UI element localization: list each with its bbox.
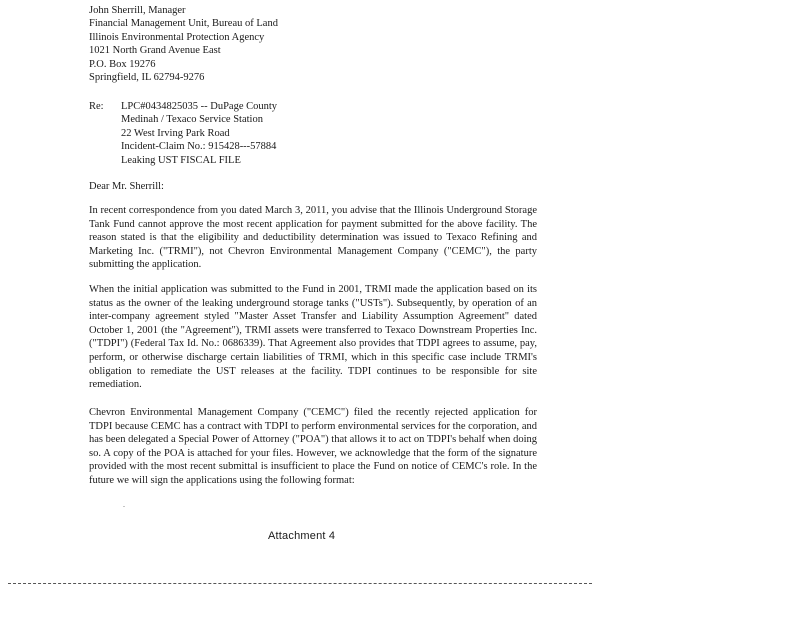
address-line: Springfield, IL 62794-9276: [89, 72, 205, 84]
re-label: Re:: [89, 101, 104, 112]
page-cut-line: [8, 583, 592, 584]
address-line: 1021 North Grand Avenue East: [89, 45, 221, 57]
address-line: John Sherrill, Manager: [89, 5, 186, 16]
body-paragraph-3: Chevron Environmental Management Company ("CEMC") filed the recently rejected application for TDPI because CEMC has a contract with TDPI to perform environmental services for the corporation, and has been delegated a Special Power of Attorney ("POA") that allows it to act on TDPI's behalf when doing so. A copy of the POA is attached for your files. However, we acknowledge that the form of the signature provided with the most recent submittal is insufficient to place the Fund on notice of CEMC's role. In the future we will sign the applications using the following format:: [89, 407, 537, 486]
body-paragraph-2: When the initial application was submitted to the Fund in 2001, TRMI made the application based on its status as the owner of the leaking underground storage tanks ("USTs"). Subsequently, by operation of an inter-company agreement styled "Master Asset Transfer and Liability Assumption Agreement" dated October 1, 2001 (the "Agreement"), TRMI assets were transferred to Texaco Downstream Properties Inc. ("TDPI") (Federal Tax Id. No.: 0686339). That Agreement also provides that TDPI agrees to assume, pay, perform, or otherwise discharge certain liabilities of TRMI, which in this specific case include TRMI's obligation to remediate the UST releases at the facility. TDPI continues to be responsible for site remediation.: [89, 284, 537, 391]
bullet-mark: .: [123, 500, 125, 509]
re-line: LPC#0434825035 -- DuPage County: [121, 101, 278, 112]
address-line: Financial Management Unit, Bureau of Land: [89, 18, 278, 30]
body-paragraph-1: In recent correspondence from you dated March 3, 2011, you advise that the Illinois Underground Storage Tank Fund cannot approve the most recent application for payment submitted for the above facility. The reason stated is that the eligibility and deductibility determination was issued to Texaco Refining and Marketing Inc. ("TRMI"), not Chevron Environmental Management Company ("CEMC"), the party submitting the application.: [89, 205, 537, 271]
re-line: 22 West Irving Park Road: [121, 127, 230, 139]
recipient-address: [89, 4, 409, 84]
salutation: Dear Mr. Sherrill:: [89, 181, 164, 192]
re-line: Incident-Claim No.: 915428---57884: [121, 141, 277, 153]
re-block: [121, 100, 421, 167]
re-line: Leaking UST FISCAL FILE: [121, 154, 241, 166]
address-line: P.O. Box 19276: [89, 58, 156, 70]
re-line: Medinah / Texaco Service Station: [121, 114, 263, 126]
address-line: Illinois Environmental Protection Agency: [89, 31, 265, 43]
attachment-label: Attachment 4: [268, 530, 336, 542]
